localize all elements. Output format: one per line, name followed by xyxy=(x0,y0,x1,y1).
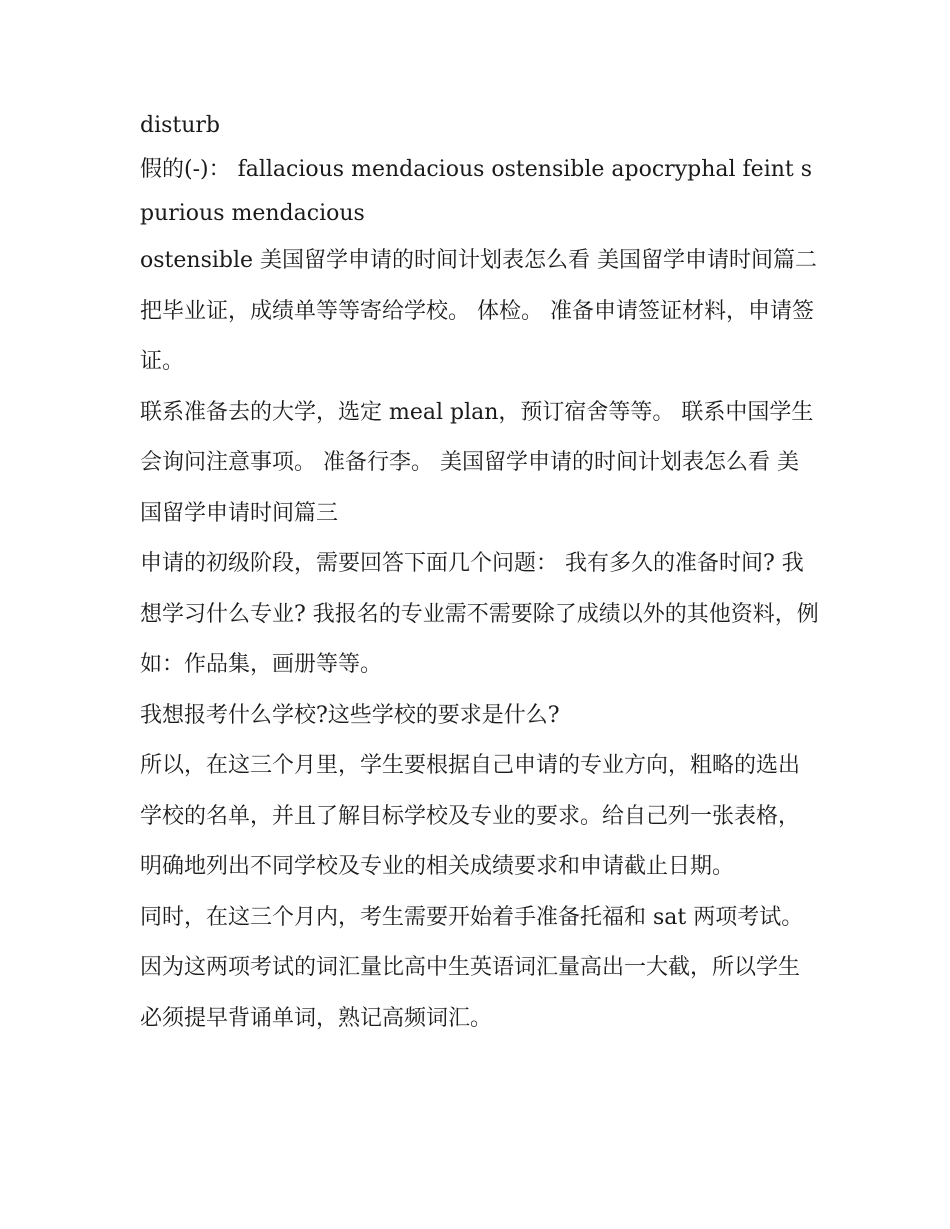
paragraph-part-two: ostensible 美国留学申请的时间计划表怎么看 美国留学申请时间篇二 把毕业证，成绩单等等寄给学校。 体检。 准备申请签证材料，申请签证。 xyxy=(140,248,818,374)
document-page xyxy=(140,104,820,1044)
paragraph-part-three: 联系准备去的大学，选定 meal plan，预订宿舍等等。 联系中国学生会询问注意事项。 准备行李。 美国留学申请的时间计划表怎么看 美国留学申请时间篇三 xyxy=(140,399,814,526)
paragraph-school-question: 我想报考什么学校?这些学校的要求是什么? xyxy=(140,702,560,728)
paragraph-synonyms-fake: 假的(-)： fallacious mendacious ostensible apocryphal feint spurious mendacious xyxy=(140,157,813,226)
paragraph-disturb: disturb xyxy=(140,113,221,138)
paragraph-toefl-sat: 同时，在这三个月内，考生需要开始着手准备托福和 sat 两项考试。因为这两项考试的词汇量比高中生英语词汇量高出一大截，所以学生必须提早背诵单词，熟记高频词汇。 xyxy=(140,904,804,1031)
paragraph-initial-questions: 申请的初级阶段，需要回答下面几个问题： 我有多久的准备时间? 我想学习什么专业? 我报名的专业需不需要除了成绩以外的其他资料，例如：作品集，画册等等。 xyxy=(140,551,819,677)
paragraph-school-list: 所以，在这三个月里，学生要根据自己申请的专业方向，粗略的选出学校的名单，并且了解目标学校及专业的要求。给自己列一张表格，明确地列出不同学校及专业的相关成绩要求和申请截止日期。 xyxy=(140,753,801,879)
